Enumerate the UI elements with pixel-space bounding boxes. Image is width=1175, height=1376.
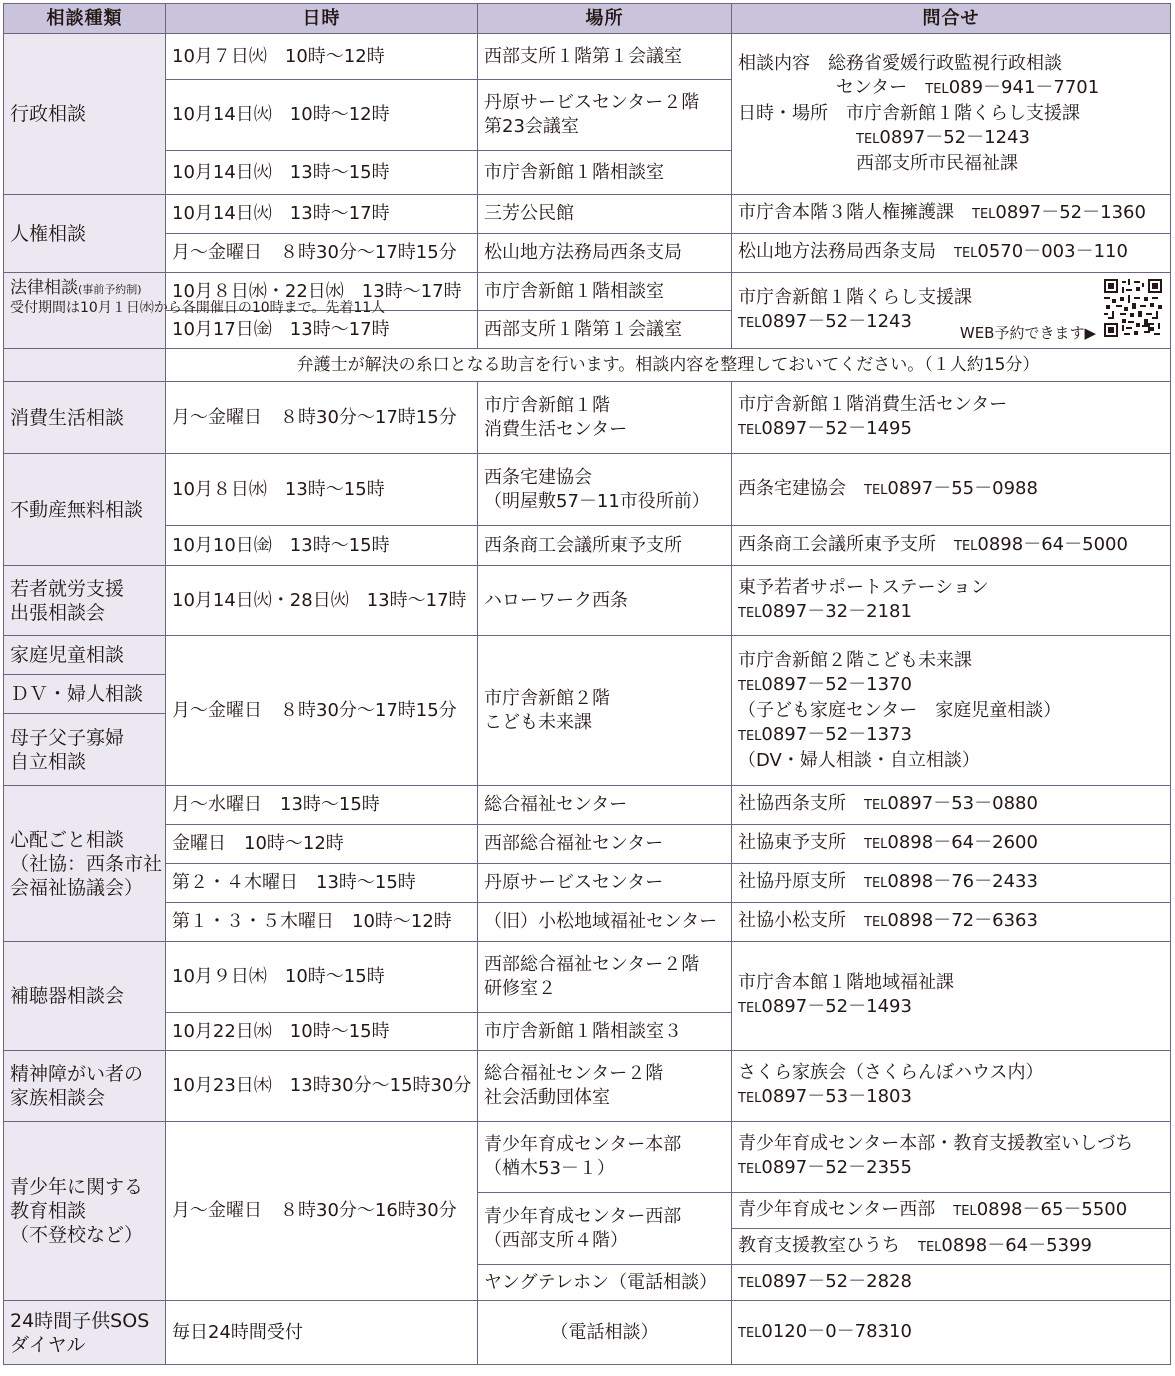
category-horitsu-continued: [4, 349, 166, 382]
place-cell: 青少年育成センター本部 （楢木53－１）: [478, 1122, 732, 1193]
category-seishonen: 青少年に関する 教育相談 （不登校など）: [4, 1122, 166, 1301]
datetime-cell: 10月22日㈬ 10時～15時: [166, 1013, 478, 1051]
place-cell: 市庁舎新館１階相談室: [478, 151, 732, 195]
table-row: [4, 825, 1171, 864]
contact-cell: TEL0120－0－78310: [732, 1301, 1171, 1365]
contact-cell: さくら家族会（さくらんぼハウス内） TEL0897－53－1803: [732, 1051, 1171, 1122]
horitsu-note: 弁護士が解決の糸口となる助言を行います。相談内容を整理しておいてください。（１人約15分）: [166, 349, 1171, 382]
category-hochoki: 補聴器相談会: [4, 942, 166, 1051]
header-contact: 問合せ: [732, 4, 1171, 34]
place-cell: 丹原サービスセンター２階 第23会議室: [478, 80, 732, 151]
datetime-cell: 10月17日㈮ 13時～17時: [166, 311, 478, 349]
table-row: [4, 942, 1171, 1013]
contact-cell: 社協丹原支所 TEL0898－76－2433: [732, 864, 1171, 903]
place-cell: 西部総合福祉センター２階 研修室２: [478, 942, 732, 1013]
contact-katei: 市庁舎新館２階こども未来課 TEL0897－52－1370 （子ども家庭センター 家庭児童相談） TEL0897－52－1373 （DV・婦人相談・自立相談）: [732, 636, 1171, 786]
table-row: [4, 1051, 1171, 1122]
category-fudosan: 不動産無料相談: [4, 454, 166, 566]
datetime-cell: 第２・４木曜日 13時～15時: [166, 864, 478, 903]
datetime-cell: 10月14日㈫ 10時～12時: [166, 80, 478, 151]
contact-cell: 青少年育成センター本部・教育支援教室いしづち TEL0897－52－2355: [732, 1122, 1171, 1193]
table-row: [4, 234, 1171, 273]
datetime-cell: 月～金曜日 ８時30分～17時15分: [166, 234, 478, 273]
place-cell: 丹原サービスセンター: [478, 864, 732, 903]
contact-cell: 松山地方法務局西条支局 TEL0570－003－110: [732, 234, 1171, 273]
datetime-cell: 毎日24時間受付: [166, 1301, 478, 1365]
table-row: [4, 454, 1171, 526]
web-reservation-note: WEB予約できます▶: [959, 324, 1096, 342]
datetime-cell: 10月14日㈫ 13時～17時: [166, 195, 478, 234]
contact-cell: 市庁舎本階３階人権擁護課 TEL0897－52－1360: [732, 195, 1171, 234]
category-jinken: 人権相談: [4, 195, 166, 273]
table-row: [4, 786, 1171, 825]
datetime-cell: 10月14日㈫ 13時～15時: [166, 151, 478, 195]
category-gyosei: 行政相談: [4, 34, 166, 195]
category-boshi: 母子父子寡婦 自立相談: [4, 714, 166, 786]
table-row: [4, 195, 1171, 234]
datetime-cell: 月～金曜日 ８時30分～17時15分: [166, 382, 478, 454]
place-cell: （電話相談）: [478, 1301, 732, 1365]
contact-hochoki: 市庁舎本館１階地域福祉課 TEL0897－52－1493: [732, 942, 1171, 1051]
datetime-cell: 金曜日 10時～12時: [166, 825, 478, 864]
table-row: [4, 903, 1171, 942]
category-jakunen: 若者就労支援 出張相談会: [4, 566, 166, 636]
table-row: [4, 636, 1171, 675]
datetime-cell: 月～金曜日 ８時30分～17時15分: [166, 636, 478, 786]
contact-cell: 西条宅建協会 TEL0897－55－0988: [732, 454, 1171, 526]
category-sos: 24時間子供SOS ダイヤル: [4, 1301, 166, 1365]
place-cell: 市庁舎新館２階 こども未来課: [478, 636, 732, 786]
place-cell: 西部支所１階第１会議室: [478, 34, 732, 80]
category-shinpai: 心配ごと相談 （社協：西条市社 会福祉協議会）: [4, 786, 166, 942]
contact-cell: 社協西条支所 TEL0897－53－0880: [732, 786, 1171, 825]
contact-cell: 社協東予支所 TEL0898－64－2600: [732, 825, 1171, 864]
table-row: [4, 1301, 1171, 1365]
contact-gyosei: 相談内容 総務省愛媛行政監視行政相談 センター TEL089－941－7701 日時・場所 市庁舎新館１階くらし支援課 TEL0897－52－1243 西部支所市民福祉課: [732, 34, 1171, 195]
contact-cell: 教育支援教室ひうち TEL0898－64－5399: [732, 1229, 1171, 1265]
place-cell: ヤングテレホン（電話相談）: [478, 1265, 732, 1301]
category-seishin: 精神障がい者の 家族相談会: [4, 1051, 166, 1122]
datetime-cell: 10月８日㈬ 13時～15時: [166, 454, 478, 526]
contact-cell: 東予若者サポートステーション TEL0897－32－2181: [732, 566, 1171, 636]
datetime-cell: 月～水曜日 13時～15時: [166, 786, 478, 825]
place-cell: ハローワーク西条: [478, 566, 732, 636]
category-dv: ＤＶ・婦人相談: [4, 675, 166, 714]
place-cell: 西条宅建協会 （明屋敷57－11市役所前）: [478, 454, 732, 526]
category-katei: 家庭児童相談: [4, 636, 166, 675]
place-cell: 三芳公民館: [478, 195, 732, 234]
category-horitsu: 法律相談(事前予約制) 受付期間は10月１日㈬から各開催日の10時まで。先着11人: [4, 273, 166, 349]
place-cell: 市庁舎新館１階 消費生活センター: [478, 382, 732, 454]
table-row: [4, 566, 1171, 636]
header-place: 場所: [478, 4, 732, 34]
table-row: [4, 34, 1171, 80]
category-shohi: 消費生活相談: [4, 382, 166, 454]
place-cell: （旧）小松地域福祉センター: [478, 903, 732, 942]
qr-code-icon[interactable]: [1104, 279, 1162, 337]
contact-cell: TEL0897－52－2828: [732, 1265, 1171, 1301]
contact-horitsu: 市庁舎新館１階くらし支援課 TEL0897－52－1243 WEB予約できます▶: [732, 273, 1171, 349]
datetime-cell: 月～金曜日 ８時30分～16時30分: [166, 1122, 478, 1301]
datetime-cell: 10月14日㈫・28日㈫ 13時～17時: [166, 566, 478, 636]
place-cell: 総合福祉センター: [478, 786, 732, 825]
place-cell: 総合福祉センター２階 社会活動団体室: [478, 1051, 732, 1122]
datetime-cell: 10月９日㈭ 10時～15時: [166, 942, 478, 1013]
datetime-cell: 10月８日㈬・22日㈬ 13時～17時: [166, 273, 478, 311]
consultation-table: [3, 3, 1171, 1365]
place-cell: 西条商工会議所東予支所: [478, 526, 732, 566]
place-cell: 青少年育成センター西部 （西部支所４階）: [478, 1193, 732, 1265]
place-cell: 市庁舎新館１階相談室３: [478, 1013, 732, 1051]
datetime-cell: 10月７日㈫ 10時～12時: [166, 34, 478, 80]
place-cell: 松山地方法務局西条支局: [478, 234, 732, 273]
contact-cell: 市庁舎新館１階消費生活センター TEL0897－52－1495: [732, 382, 1171, 454]
table-row: [4, 273, 1171, 311]
contact-cell: 社協小松支所 TEL0898－72－6363: [732, 903, 1171, 942]
datetime-cell: 10月10日㈮ 13時～15時: [166, 526, 478, 566]
header-type: 相談種類: [4, 4, 166, 34]
table-row: [4, 349, 1171, 382]
place-cell: 西部総合福祉センター: [478, 825, 732, 864]
place-cell: 西部支所１階第１会議室: [478, 311, 732, 349]
contact-cell: 青少年育成センター西部 TEL0898－65－5500: [732, 1193, 1171, 1229]
table-row: [4, 382, 1171, 454]
datetime-cell: 10月23日㈭ 13時30分～15時30分: [166, 1051, 478, 1122]
table-row: [4, 864, 1171, 903]
header-datetime: 日時: [166, 4, 478, 34]
datetime-cell: 第１・３・５木曜日 10時～12時: [166, 903, 478, 942]
contact-cell: 西条商工会議所東予支所 TEL0898－64－5000: [732, 526, 1171, 566]
table-row: [4, 1122, 1171, 1193]
table-row: [4, 526, 1171, 566]
place-cell: 市庁舎新館１階相談室: [478, 273, 732, 311]
header-row: [4, 4, 1171, 34]
